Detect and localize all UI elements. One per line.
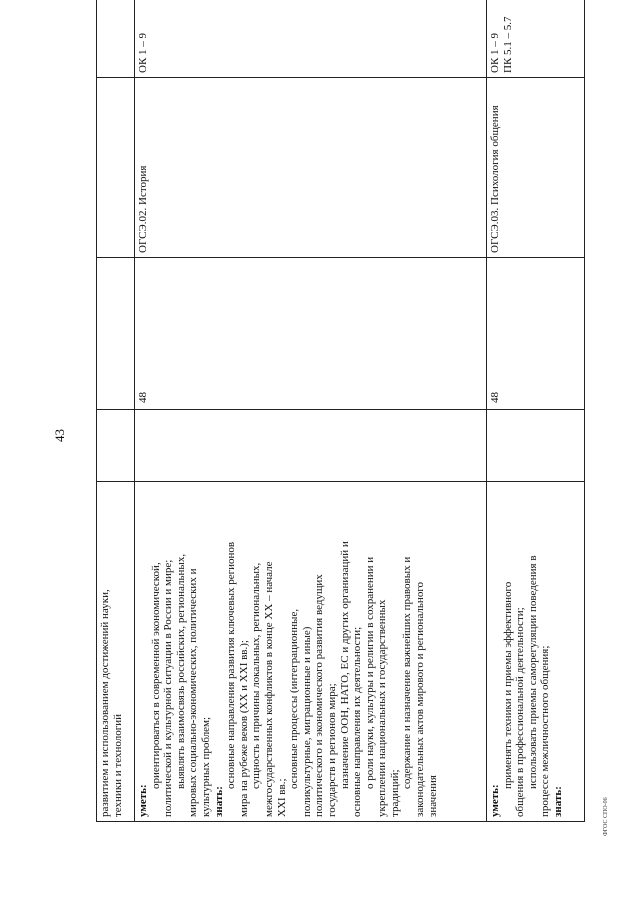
requirements-cell bbox=[487, 482, 585, 822]
competencies-cell bbox=[487, 0, 585, 78]
requirement-line: содержание и назначение важнейших правовых и bbox=[401, 556, 414, 789]
discipline-cell bbox=[97, 78, 135, 258]
discipline-cell: ОГСЭ.02. История bbox=[135, 78, 487, 258]
requirement-line: техники и технологий bbox=[111, 714, 124, 817]
requirement-line: поликультурные, миграционные и иные) bbox=[300, 626, 313, 817]
requirement-line: значения bbox=[426, 775, 439, 817]
page-number: 43 bbox=[52, 429, 67, 442]
empty-cell bbox=[487, 410, 585, 482]
requirement-line: сущность и причины локальных, региональных, bbox=[250, 562, 263, 789]
requirement-line: политического и экономического развития ведущих bbox=[313, 574, 326, 817]
competency-line: ПК 5.1 – 5.7 bbox=[501, 16, 514, 73]
requirement-line: мира на рубеже веков (XX и XXI вв.); bbox=[237, 640, 250, 817]
requirement-line: уметь: bbox=[137, 784, 149, 817]
requirement-line: знать: bbox=[212, 786, 225, 817]
requirement-line: межгосударственных конфликтов в конце XX – начале bbox=[262, 561, 275, 817]
rotated-table-area bbox=[96, 16, 584, 822]
requirement-line: применять техники и приемы эффективного bbox=[501, 581, 514, 789]
requirement-line: XXI вв.; bbox=[275, 778, 288, 817]
empty-cell bbox=[97, 410, 135, 482]
table-row bbox=[135, 0, 487, 822]
requirement-line: выявлять взаимосвязь российских, региональных, bbox=[174, 553, 187, 789]
requirement-line: мировых социально-экономических, политических и bbox=[187, 568, 200, 817]
requirement-line: развитием и использованием достижений науки, bbox=[99, 589, 111, 817]
discipline-cell: ОГСЭ.03. Психология общения bbox=[487, 78, 585, 258]
requirement-line: основные процессы (интеграционные, bbox=[288, 608, 301, 789]
table-row bbox=[97, 0, 135, 822]
requirement-line: использовать приемы саморегуляции поведения в bbox=[526, 555, 539, 789]
competencies-cell bbox=[97, 0, 135, 78]
competency-line: ОК 1 – 9 bbox=[489, 32, 501, 73]
requirement-line: уметь: bbox=[489, 784, 501, 817]
requirement-line: основные направления их деятельности; bbox=[351, 626, 364, 817]
requirements-cell bbox=[97, 482, 135, 822]
requirement-line: культурных проблем; bbox=[199, 716, 212, 817]
requirements-cell bbox=[135, 482, 487, 822]
hours-cell: 48 bbox=[135, 258, 487, 410]
hours-cell bbox=[97, 258, 135, 410]
empty-cell bbox=[135, 410, 487, 482]
requirement-line: государств и регионов мира; bbox=[325, 683, 338, 817]
requirement-line: знать: bbox=[551, 786, 564, 817]
table-row bbox=[487, 0, 585, 822]
competency-line: ОК 1 – 9 bbox=[137, 32, 149, 73]
requirement-line: основные направления развития ключевых регионов bbox=[225, 541, 238, 789]
requirement-line: политической и культурной ситуации в России и мире; bbox=[162, 559, 175, 817]
footer-code: ФГОС СПО-06 bbox=[603, 797, 609, 836]
requirement-line: ориентироваться в современной экономической, bbox=[149, 562, 162, 789]
requirement-line: о роли науки, культуры и религии в сохранении и bbox=[363, 556, 376, 789]
standards-table bbox=[96, 0, 585, 822]
hours-cell: 48 bbox=[487, 258, 585, 410]
competencies-cell bbox=[135, 0, 487, 78]
requirement-line: общения в профессиональной деятельности; bbox=[514, 607, 527, 817]
requirement-line: законодательных актов мирового и регионального bbox=[414, 581, 427, 817]
requirement-line: укреплении национальных и государственных bbox=[376, 599, 389, 817]
requirement-line: назначение ООН, НАТО, ЕС и других организаций и bbox=[338, 541, 351, 789]
requirement-line: традиций; bbox=[388, 769, 401, 817]
requirement-line: процессе межличностного общения; bbox=[539, 645, 552, 817]
